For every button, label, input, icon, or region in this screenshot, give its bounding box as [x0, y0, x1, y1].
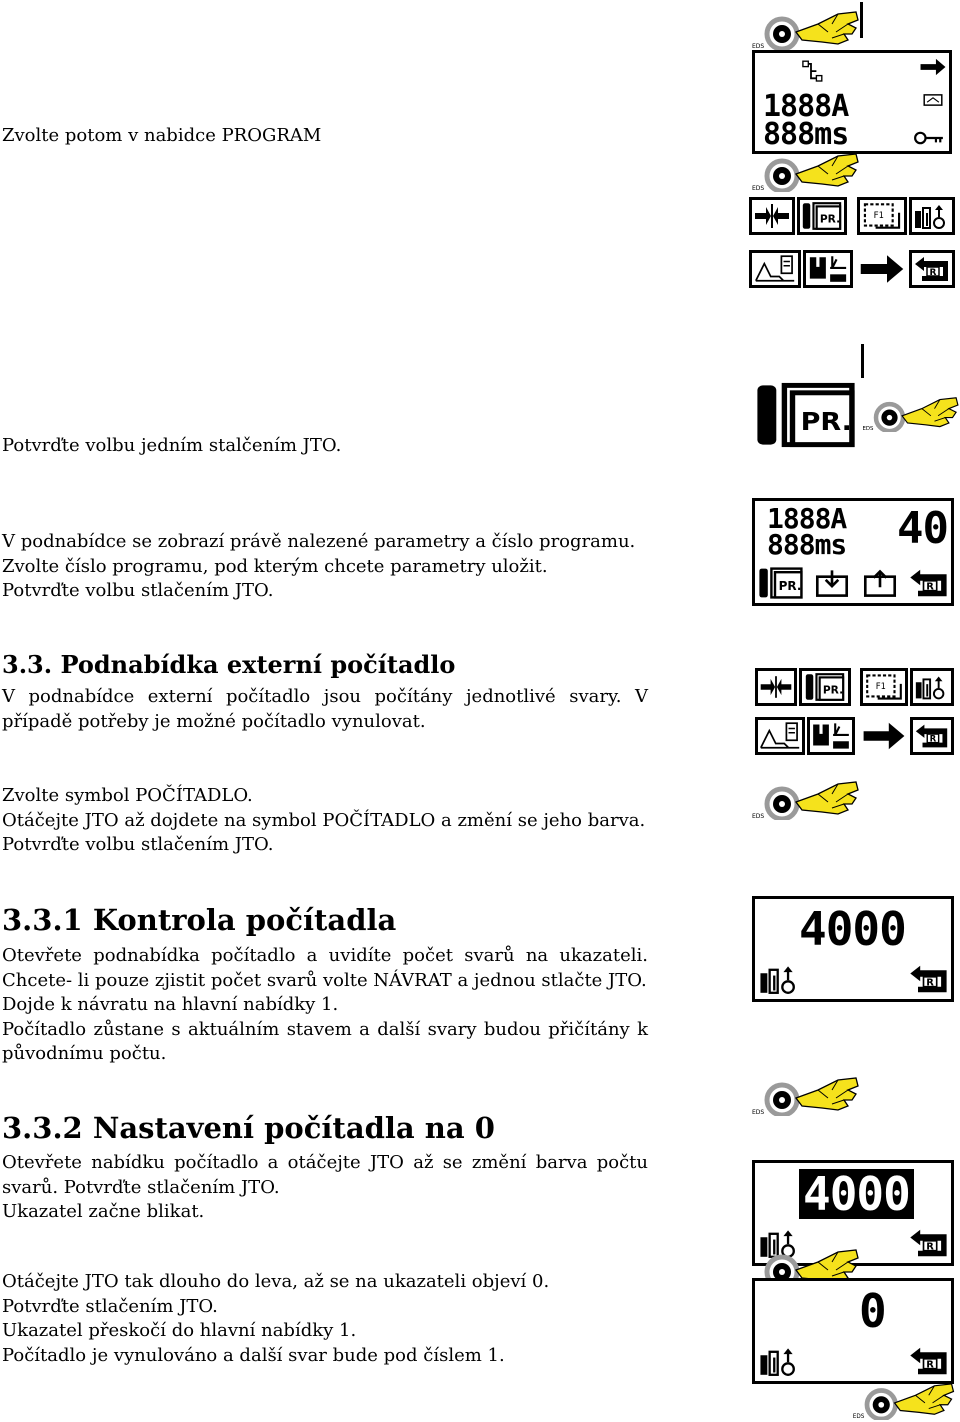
save-icon	[859, 565, 901, 601]
section-body-3-3: V podnabídce externí počítadlo jsou počítány jednotlivé svary. V případě potřeby je možné počítadlo vynulovat.	[2, 686, 648, 732]
current-readout: 1888A	[763, 89, 849, 124]
divider	[861, 344, 864, 378]
tree-icon	[793, 57, 829, 87]
memory-icon	[860, 668, 908, 706]
curve-icon	[749, 250, 801, 288]
return-icon	[909, 250, 955, 288]
squeeze-icon	[749, 197, 795, 235]
program-icon-large	[752, 378, 860, 452]
arrow-icon	[857, 250, 907, 288]
knob-hand-icon	[752, 152, 862, 192]
load-icon	[811, 565, 853, 601]
time-readout: 888ms	[763, 117, 849, 152]
time-readout: 888ms	[767, 528, 847, 561]
lcd-main-screen	[752, 50, 952, 154]
instruction-select-program: Zvolte potom v nabidce PROGRAM	[2, 125, 322, 146]
program-icon	[757, 565, 805, 601]
squeeze-icon	[755, 668, 797, 706]
knob-hand-icon	[752, 780, 862, 820]
memory-icon	[857, 197, 907, 235]
program-number: 40	[897, 503, 948, 554]
graph-icon	[915, 89, 951, 111]
lcd-counter-screen	[752, 896, 954, 1002]
counter-zero-value: 0	[859, 1284, 886, 1338]
section-title-3-3-2: 3.3.2 Nastavení počítadla na 0	[2, 1111, 495, 1145]
counter-value: 4000	[799, 902, 906, 956]
divider	[860, 2, 863, 38]
program-icon	[797, 197, 847, 235]
return-icon	[907, 565, 951, 601]
section-body-3-3-2: Otevřete nabídku počítadlo a otáčejte JTO až se změní barva počtu svarů. Potvrďte stlačením JTO. Ukazatel začne blikat.	[2, 1152, 648, 1222]
return-icon	[907, 1343, 951, 1379]
instruction-block-reset: Otáčejte JTO tak dlouho do leva, až se na ukazateli objeví 0. Potvrďte stlačením JTO. Ukazatel přeskočí do hlavní nabídky 1. Počítadlo je vynulováno a další svar bude pod číslem 1.	[2, 1271, 550, 1366]
knob-hand-icon	[752, 1076, 862, 1116]
lcd-counter-zero-screen	[752, 1278, 954, 1384]
counter-icon	[910, 668, 954, 706]
counter-icon	[757, 1343, 803, 1379]
return-icon	[907, 1225, 951, 1261]
counter-icon	[909, 197, 955, 235]
counter-value-highlighted: 4000	[799, 1169, 914, 1219]
knob-hand-icon	[862, 396, 960, 432]
arrow-icon	[860, 717, 908, 755]
current-readout: 1888A	[767, 502, 847, 535]
return-icon	[907, 961, 951, 997]
section-title-3-3: 3.3. Podnabídka externí počítadlo	[2, 650, 456, 679]
return-icon	[910, 717, 954, 755]
key-icon	[907, 125, 951, 151]
lcd-program-screen	[752, 498, 954, 606]
counter-icon	[757, 961, 803, 997]
program-icon	[799, 668, 851, 706]
weld-icon	[807, 717, 855, 755]
knob-hand-icon	[852, 1382, 958, 1420]
instruction-block-save: V podnabídce se zobrazí právě nalezené parametry a číslo programu. Zvolte číslo programu, pod kterým chcete parametry uložit. Potvrďte volbu stlačením JTO.	[2, 531, 636, 601]
knob-hand-icon	[752, 10, 862, 50]
weld-icon	[803, 250, 853, 288]
section-body-3-3-1: Otevřete podnabídka počítadlo a uvidíte počet svarů na ukazateli. Chcete- li pouze zjistit počet svarů volte NÁVRAT a jednou stlačte JTO. Dojde k návratu na hlavní nabídky 1. Počítadlo zůstane s aktuálním stavem a další svary budou přičítány k původnímu počtu.	[2, 945, 648, 1064]
section-title-3-3-1: 3.3.1 Kontrola počítadla	[2, 903, 397, 937]
instruction-confirm-1: Potvrďte volbu jedním stalčením JTO.	[2, 435, 342, 456]
curve-icon	[755, 717, 805, 755]
arrow-icon	[915, 56, 951, 78]
instruction-block-counter: Zvolte symbol POČÍTADLO. Otáčejte JTO až dojdete na symbol POČÍTADLO a změní se jeho barva. Potvrďte volbu stlačením JTO.	[2, 785, 646, 855]
